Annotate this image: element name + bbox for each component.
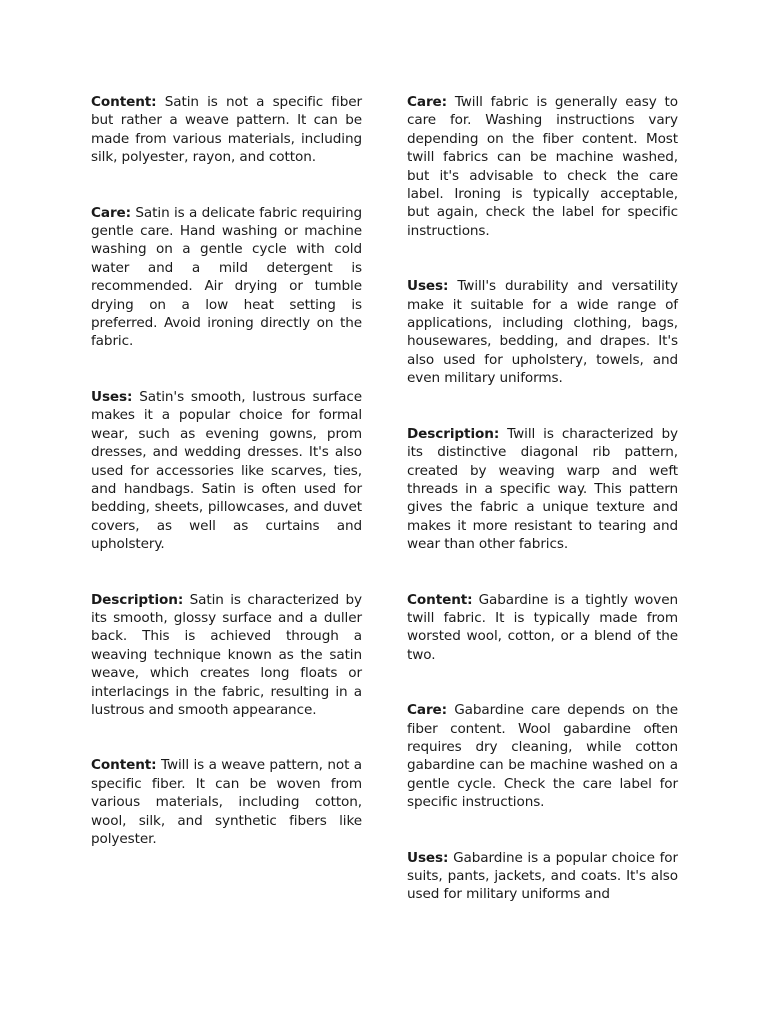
entry-text: Satin is characterized by its smooth, glossy surface and a duller back. This is achieved through a weaving technique known as the satin weave, which creates long floats or interlacings in the fabric, resulting in a lustrous and smooth appearance.	[91, 591, 362, 718]
entry-text: Satin is not a specific fiber but rather a weave pattern. It can be made from various materials, including silk, polyester, rayon, and cotton.	[91, 94, 362, 166]
entry-label: Description:	[407, 425, 500, 442]
twill-uses-entry	[407, 277, 678, 387]
gabardine-uses-entry	[407, 849, 678, 904]
satin-description-entry	[91, 591, 362, 720]
entry-text: Twill is characterized by its distinctive diagonal rib pattern, created by weaving warp and weft threads in a specific way. This pattern gives the fabric a unique texture and makes it more resistant to tearing and wear than other fabrics.	[407, 425, 678, 553]
entry-label: Care:	[407, 94, 448, 110]
entry-text: Gabardine care depends on the fiber content. Wool gabardine often requires dry cleaning, while cotton gabardine can be machine washed on a gentle cycle. Check the care label for specific instructions.	[407, 702, 678, 811]
entry-text: Gabardine is a tightly woven twill fabric. It is typically made from worsted wool, cotton, or a blend of the two.	[407, 591, 678, 663]
satin-uses-entry	[91, 388, 362, 554]
entry-label: Uses:	[407, 278, 449, 295]
twill-content-entry	[91, 756, 362, 848]
twill-care-entry	[407, 93, 678, 240]
entry-label: Care:	[91, 204, 132, 221]
entry-label: Care:	[407, 702, 448, 719]
gabardine-care-entry	[407, 701, 678, 811]
entry-text: Twill is a weave pattern, not a specific fiber. It can be woven from various materials, including cotton, wool, silk, and synthetic fibers like polyester.	[91, 757, 362, 847]
entry-text: Gabardine is a popular choice for suits, pants, jackets, and coats. It's also used for military uniforms and	[407, 849, 678, 903]
entry-label: Uses:	[91, 388, 133, 405]
entry-text: Twill fabric is generally easy to care for. Washing instructions vary depending on the fiber content. Most twill fabrics can be machine washed, but it's advisable to check the care label. Ironing is typically acceptable, but again, check the label for specific instructions.	[407, 94, 678, 239]
entry-label: Content:	[91, 94, 157, 110]
entry-label: Uses:	[407, 849, 449, 866]
right-column	[407, 93, 678, 904]
entry-text: Satin's smooth, lustrous surface makes it a popular choice for formal wear, such as evening gowns, prom dresses, and wedding dresses. It's also used for accessories like scarves, ties, and handbags. Satin is often used for bedding, sheets, pillowcases, and duvet covers, as well as curtains and upholstery.	[91, 388, 362, 553]
entry-label: Content:	[407, 591, 473, 608]
satin-care-entry	[91, 204, 362, 351]
entry-label: Content:	[91, 757, 157, 774]
satin-content-entry	[91, 93, 362, 167]
entry-label: Description:	[91, 591, 184, 608]
gabardine-content-entry	[407, 591, 678, 665]
twill-description-entry	[407, 425, 678, 554]
left-column	[91, 93, 362, 848]
entry-text: Twill's durability and versatility make it suitable for a wide range of applications, including clothing, bags, housewares, bedding, and drapes. It's also used for upholstery, towels, and even military uniforms.	[407, 278, 678, 387]
entry-text: Satin is a delicate fabric requiring gentle care. Hand washing or machine washing on a gentle cycle with cold water and a mild detergent is recommended. Air drying or tumble drying on a low heat setting is preferred. Avoid ironing directly on the fabric.	[91, 204, 362, 350]
